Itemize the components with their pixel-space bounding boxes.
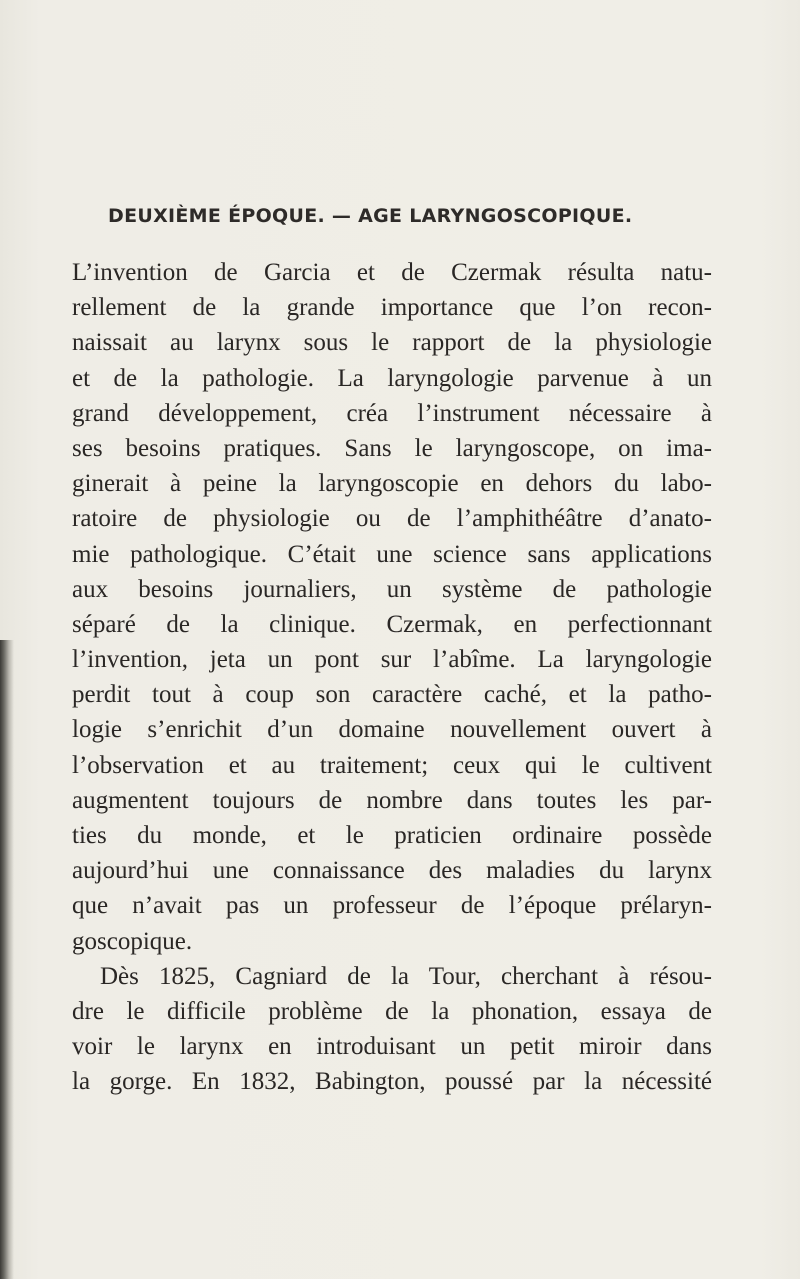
text-line: rellement de la grande importance que l’on recon- — [72, 294, 712, 322]
text-line: et de la pathologie. La laryngologie parvenue à un — [72, 364, 712, 392]
text-line: l’invention, jeta un pont sur l’abîme. La laryngologie — [72, 646, 712, 674]
body-text — [72, 255, 712, 1100]
text-line: Dès 1825, Cagniard de la Tour, cherchant à résou- — [100, 962, 712, 990]
text-line: naissait au larynx sous le rapport de la physiologie — [72, 329, 712, 357]
text-line: ties du monde, et le praticien ordinaire possède — [72, 822, 712, 849]
text-line: la gorge. En 1832, Babington, poussé par la nécessité — [72, 1068, 712, 1096]
text-line: dre le difficile problème de la phonation, essaya de — [72, 997, 712, 1025]
text-line: L’invention de Garcia et de Czermak résulta natu- — [72, 259, 712, 286]
text-line: mie pathologique. C’était une science sans applications — [72, 540, 712, 568]
text-line: ratoire de physiologie ou de l’amphithéâtre d’anato- — [72, 505, 712, 533]
text-line: ses besoins pratiques. Sans le laryngoscope, on ima- — [72, 434, 712, 462]
text-line: goscopique. — [72, 927, 193, 955]
text-line: l’observation et au traitement; ceux qui le cultivent — [72, 751, 712, 779]
text-line: aujourd’hui une connaissance des maladies du larynx — [72, 857, 712, 885]
paragraph-2 — [72, 959, 712, 1100]
binding-shadow — [0, 640, 14, 1279]
text-line: que n’avait pas un professeur de l’époque prélaryn- — [72, 892, 712, 920]
text-line: logie s’enrichit d’un domaine nouvellement ouvert à — [72, 716, 712, 744]
text-line: séparé de la clinique. Czermak, en perfectionnant — [72, 610, 712, 638]
running-head: DEUXIÈME ÉPOQUE. — AGE LARYNGOSCOPIQUE. — [108, 205, 633, 227]
text-line: aux besoins journaliers, un système de pathologie — [72, 575, 712, 603]
paragraph-1 — [72, 255, 712, 959]
text-line: augmentent toujours de nombre dans toutes les par- — [72, 786, 712, 814]
text-line: grand développement, créa l’instrument nécessaire à — [72, 399, 712, 427]
text-line: perdit tout à coup son caractère caché, et la patho- — [72, 681, 712, 709]
text-line: ginerait à peine la laryngoscopie en dehors du labo- — [72, 470, 712, 498]
text-line: voir le larynx en introduisant un petit miroir dans — [72, 1033, 712, 1061]
